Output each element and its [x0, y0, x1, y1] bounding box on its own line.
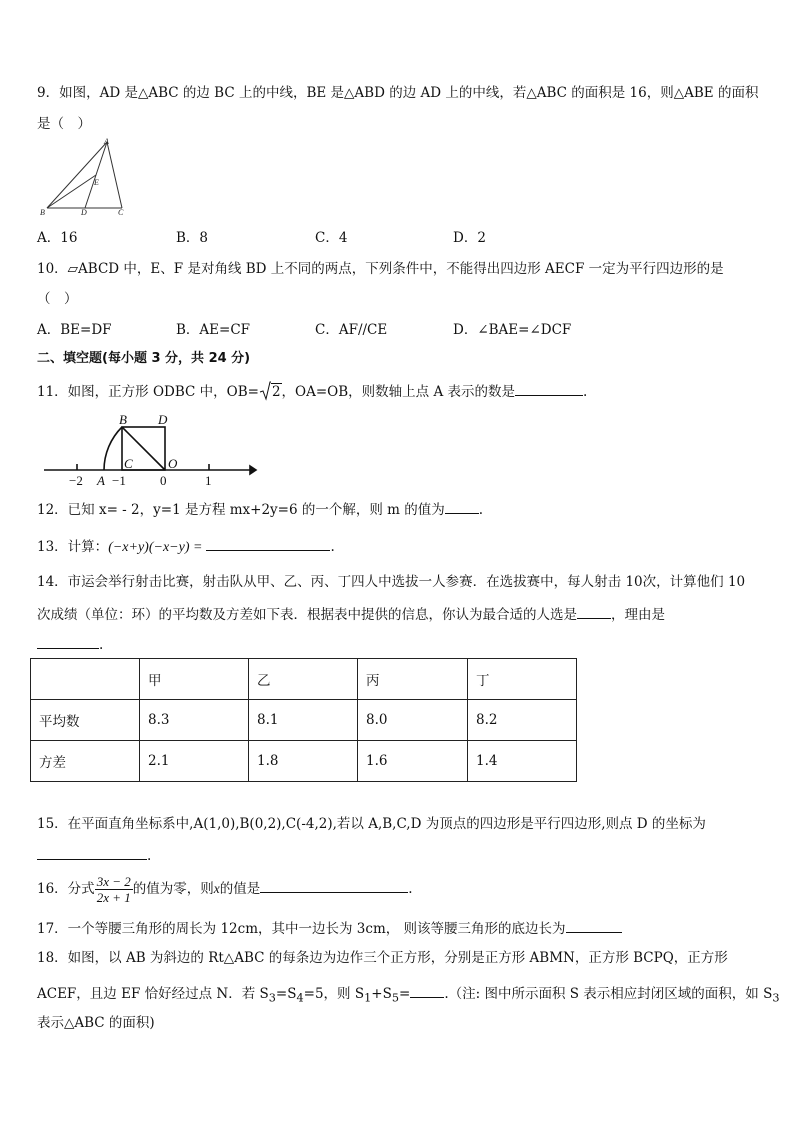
q16-mid2: 的值是	[219, 881, 261, 897]
q11-text-b: ，OA=OB，则数轴上点 A 表示的数是	[281, 384, 515, 400]
table-cell: 1.4	[468, 741, 577, 782]
q16-variable: x	[213, 881, 220, 896]
q14-text-b: ，理由是	[611, 607, 665, 623]
q14-stem-line1: 14．市运会举行射击比赛，射击队从甲、乙、丙、丁四人中选拔一人参赛．在选拔赛中，每人射击 10次，计算他们 10	[37, 574, 746, 590]
table-cell: 8.3	[140, 700, 249, 741]
q18-text-d: +S	[371, 986, 392, 1002]
q17-stem	[37, 918, 622, 938]
q10-stem-line1: 10．▱ABCD 中，E、F 是对角线 BD 上不同的两点，下列条件中，不能得出四边形 AECF 一定为平行四边形的是	[37, 261, 724, 277]
q12-end: .	[478, 502, 484, 518]
q16-end: .	[408, 881, 413, 897]
q18-sub-4: 5	[391, 991, 400, 1005]
q14-answer-blank-1[interactable]	[577, 604, 611, 619]
sqrt-sign-icon	[259, 381, 271, 401]
q18-text-f: .（注: 图中所示面积 S 表示相应封闭区域的面积，如 S	[444, 986, 773, 1002]
q17-answer-blank[interactable]	[566, 918, 622, 933]
q18-text-c: =5，则 S	[303, 986, 365, 1002]
q9-option-b[interactable]: B．8	[176, 230, 209, 246]
table-cell: 乙	[249, 659, 358, 700]
q11-tick-one: 1	[205, 473, 212, 488]
table-cell: 平均数	[31, 700, 140, 741]
q9-label-e: E	[94, 178, 99, 187]
q11-tick-zero: 0	[160, 473, 167, 488]
q9-option-d[interactable]: D．2	[453, 230, 486, 246]
table-cell: 丙	[358, 659, 468, 700]
q13-expression: (−x+y)(−x−y) =	[108, 540, 203, 555]
table-row	[31, 700, 577, 741]
q16-mid: 的值为零，则	[132, 881, 214, 897]
q18-text-b: =S	[275, 986, 297, 1002]
q9-option-c[interactable]: C．4	[315, 230, 348, 246]
table-cell: 甲	[140, 659, 249, 700]
q12-text: 12．已知 x= - 2，y=1 是方程 mx+2y=6 的一个解，则 m 的值为	[37, 502, 445, 518]
q11-label-o: O	[168, 456, 178, 471]
q9-stem-line1: 9．如图，AD 是△ABC 的边 BC 上的中线，BE 是△ABD 的边 AD 上的中线，若△ABC 的面积是 16，则△ABE 的面积	[37, 85, 759, 101]
q18-stem-line3: 表示△ABC 的面积)	[37, 1015, 155, 1031]
table-cell: 8.2	[468, 700, 577, 741]
q10-option-c[interactable]: C．AF//CE	[315, 322, 388, 338]
q18-sub-1: 3	[268, 991, 276, 1005]
q18-stem-line2	[37, 983, 780, 1008]
q18-sub-2: 4	[296, 991, 304, 1005]
q11-answer-blank[interactable]	[515, 381, 583, 396]
q16-stem	[37, 872, 413, 906]
q14-score-table	[30, 658, 577, 782]
q14-answer-blank-2[interactable]	[37, 634, 99, 649]
table-header-row	[31, 659, 577, 700]
q11-number-line-figure	[40, 408, 260, 488]
q10-option-d[interactable]: D．∠BAE=∠DCF	[453, 322, 572, 338]
q9-label-b: B	[40, 208, 45, 217]
q10-option-b[interactable]: B．AE=CF	[176, 322, 251, 338]
q11-tick-neg1: −1	[112, 473, 126, 488]
q15-end: .	[147, 848, 152, 864]
q9-triangle-figure	[38, 138, 133, 218]
q18-sub-3: 1	[364, 991, 372, 1005]
q10-option-a[interactable]: A．BE=DF	[37, 322, 112, 338]
table-cell: 8.1	[249, 700, 358, 741]
q11-label-b: B	[119, 412, 127, 427]
q16-numerator: 3x − 2	[96, 874, 131, 889]
q13-prefix: 13．计算：	[37, 539, 109, 555]
table-cell: 方差	[31, 741, 140, 782]
q11-label-a: A	[97, 473, 105, 488]
q12-answer-blank[interactable]	[445, 499, 479, 514]
q11-tick-neg2: −2	[69, 473, 83, 488]
table-cell: 8.0	[358, 700, 468, 741]
q11-sqrt-radicand: 2	[271, 384, 281, 400]
q9-stem-line2: 是（ ）	[37, 116, 91, 132]
table-cell: 1.8	[249, 741, 358, 782]
q18-text-e: =	[399, 986, 411, 1002]
q10-stem-line2: （ ）	[37, 291, 78, 307]
q18-answer-blank[interactable]	[410, 983, 444, 998]
q11-stem	[37, 381, 587, 401]
q16-fraction	[95, 874, 133, 905]
table-cell	[31, 659, 140, 700]
section-2-heading: 二、填空题(每小题 3 分，共 24 分)	[37, 351, 251, 366]
q9-option-a[interactable]: A．16	[37, 230, 78, 246]
q18-text-a: ACEF，且边 EF 恰好经过点 N．若 S	[37, 986, 269, 1002]
q13-stem	[37, 536, 335, 557]
q14-text-a: 次成绩（单位：环）的平均数及方差如下表．根据表中提供的信息，你认为最合适的人选是	[37, 607, 577, 623]
q9-label-c: C	[118, 208, 124, 217]
q14-end: .	[99, 637, 104, 653]
q15-answer-blank[interactable]	[37, 845, 147, 860]
q14-stem-line3	[37, 634, 103, 654]
q11-label-d: D	[158, 412, 168, 427]
q17-text: 17．一个等腰三角形的周长为 12cm，其中一边长为 3cm， 则该等腰三角形的底边长为	[37, 921, 566, 937]
q12-stem	[37, 499, 483, 519]
q13-answer-blank[interactable]	[206, 536, 330, 551]
q9-label-d: D	[81, 208, 87, 217]
q18-stem-line1: 18．如图，以 AB 为斜边的 Rt△ABC 的每条边为边作三个正方形，分别是正方形 ABMN，正方形 BCPQ，正方形	[37, 950, 728, 966]
q16-answer-blank[interactable]	[260, 878, 408, 893]
q14-stem-line2	[37, 604, 703, 624]
table-cell: 2.1	[140, 741, 249, 782]
q15-stem-line1: 15．在平面直角坐标系中,A(1,0),B(0,2),C(-4,2),若以 A,B,C,D 为顶点的四边形是平行四边形,则点 D 的坐标为	[37, 816, 706, 832]
q16-denominator: 2x + 1	[96, 890, 131, 905]
table-cell: 丁	[468, 659, 577, 700]
q15-stem-line2	[37, 845, 151, 865]
q13-end: .	[330, 539, 335, 555]
q11-end: .	[583, 384, 588, 400]
q16-prefix: 16．分式	[37, 881, 95, 897]
q9-label-a: A	[104, 138, 109, 146]
table-row	[31, 741, 577, 782]
table-cell: 1.6	[358, 741, 468, 782]
q11-text-a: 11．如图，正方形 ODBC 中，OB=	[37, 384, 259, 400]
q18-sub-5: 3	[772, 991, 780, 1005]
q11-label-c: C	[124, 456, 133, 471]
